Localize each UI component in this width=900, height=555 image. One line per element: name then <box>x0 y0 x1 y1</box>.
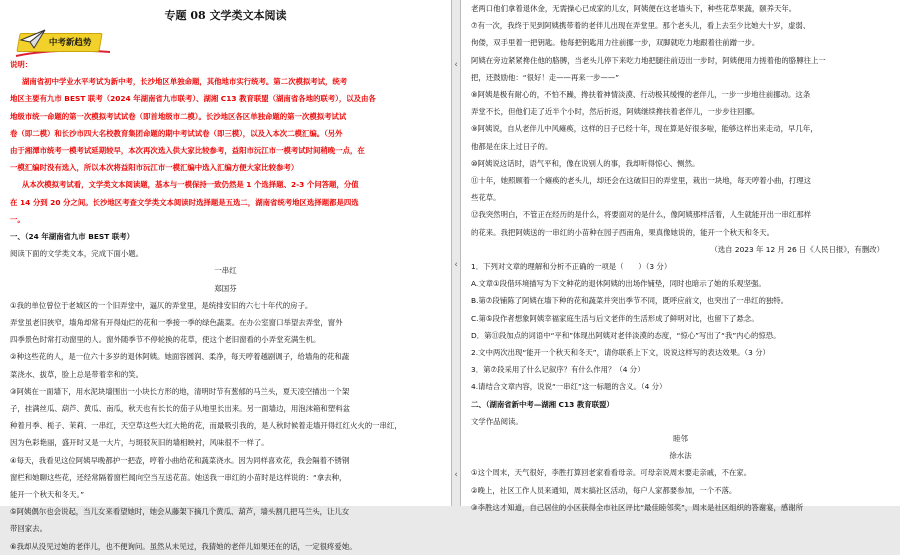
story-paragraph: ④每天，我看见这位阿姨早晚都护一把壶，哼着小曲给花和蔬菜浇水。因为同样喜欢花，我会隔着不锈钢 <box>10 455 350 465</box>
story-paragraph: 因为色彩艳丽，盛开时又是一大片，与斑驳灰旧的墙相映衬，风味很不一样了。 <box>10 438 269 448</box>
option-item: D．第⑪段加点的词语中“平和”体现出阿姨对老伴淡漠的态度，“惊心”写出了“我”内心的惊恐。 <box>471 330 781 340</box>
story-paragraph: 四季景色时常打动窗里的人。窗外随季节不停轮换的花草，使这个老旧窗看的小弄堂充满生机。 <box>10 335 321 345</box>
story-paragraph: ②晚上，社区工作人员来通知，周末搞社区活动，每户人家都要参加，一个不落。 <box>471 485 737 495</box>
story-paragraph: ③阿姨在一面墙下，用水泥块墙围出一小块长方形的地，清明时节有葱郁的马兰头，夏天凌空描出一个架 <box>10 386 350 396</box>
story-body <box>10 297 441 555</box>
notice-line: 卷（即二模）和长沙市四大名校教育集团命题的期中考试试卷（即三模），以及入本次二模汇编。（另外 <box>10 128 343 138</box>
story-paragraph: ①我的单位曾位于老城区的一个旧弄堂中，逼仄的弄堂里，是统排安旧的六七十年代的房子。 <box>10 300 313 310</box>
notice-line: 在 14 分到 20 分之间。长沙地区考查文学类文本阅读时选择题是五选二，湖南省统考地区选择题都是四选 <box>10 197 359 207</box>
instruction-text: 文学作品阅读。 <box>471 416 523 426</box>
collapse-marker[interactable]: ‹ <box>454 60 458 70</box>
story-paragraph: 窗栏和她聊这些花，还经常隔着窗栏闻向空当互送花苗。她送我一串红的小苗时是这样说的：“拿去种， <box>10 472 347 482</box>
story-paragraph: 带回家去。 <box>10 524 47 534</box>
story-paragraph: 老两口他们拿着退休金，无需操心已成家的儿女，阿姨便在这老墙头下，种些花草果蔬，颐养天年。 <box>471 4 797 13</box>
story-paragraph: ⑫我突然明白，不管正在经历的是什么，将要面对的是什么，像阿姨那样活着，人生就能开出一串红那样 <box>471 210 811 220</box>
story-paragraph: 把，还鼓励他：“很好！走——再来一步——” <box>471 72 620 82</box>
option-item: C.第⑤段作者想象阿姨幸福家庭生活与后文老伴的生活形成了鲜明对比，也留下了悬念。 <box>471 313 759 323</box>
right-page <box>460 0 900 512</box>
trend-badge-area <box>10 30 441 56</box>
notice-line: 从本次模拟考试看，文学类文本阅读题，基本与一模保持一致仍然是 1 个选择题、2-3 个问答题，分值 <box>22 180 359 190</box>
story-paragraph: 种着月季、栀子、茉莉、一串红，天空草这些大红大艳的花，而最吸引我的，是人秋时候着走墙开得红红火火的一串红， <box>10 421 402 431</box>
notice-line: 一模汇编时没有选入，所以本次将益阳市沅江市一模汇编中选入汇编方便大家比较参考） <box>10 163 299 173</box>
notice-label: 说明： <box>10 60 33 69</box>
story-paragraph: ③李胜这才知道，自己居住的小区获得全市社区评比“最佳睦邻奖”，周末是社区组织的答谢宴，感谢所 <box>471 502 804 512</box>
story-title: 睦邻 <box>673 434 688 444</box>
story-paragraph: ②种这些花的人，是一位六十多岁的退休阿姨。她面容圆润、柔净，每天哼着越剧调子，给墙角的花和蔬 <box>10 352 350 362</box>
section-heading: 一、（24 年湖南省九市 BEST 联考） <box>10 232 135 242</box>
story-paragraph: 弄堂虽老旧狭窄，墙角却常有开得灿烂的花和一季接一季的绿色蔬菜。在办公室窗口举望去弄堂，窗外 <box>10 318 343 328</box>
story-paragraph: ⑥我却从没见过她的老伴儿，也不便询问。虽然从未见过，我猜她的老伴儿如果还在的话，一定很疼爱她。 <box>10 541 357 551</box>
collapse-marker[interactable]: ‹ <box>454 470 458 480</box>
story-continuation <box>471 0 890 258</box>
question-item: 2.文中两次出现“能开一个秋天和冬天”，请你联系上下文，说说这样写的表达效果。（3 分） <box>471 348 770 358</box>
source-citation: （选自 2023 年 12 月 26 日《人民日报》，有删改） <box>710 244 884 254</box>
notice-line: 湖南省初中学业水平考试为新中考，长沙地区单独命题，其他地市实行统考。第二次模拟考试，统考 <box>22 77 348 87</box>
question-list <box>471 258 890 396</box>
paper-plane-icon <box>20 28 46 50</box>
story-paragraph: 能开一个秋天和冬天。” <box>10 490 85 500</box>
story-paragraph: 的花来。我把阿姨送的一串红的小苗种在园子西南角，果真像她说的，能开一个秋天和冬天。 <box>471 227 775 237</box>
story-paragraph: ⑤阿姨偶尔也会说起，当儿女来看望她时，她会从藤架下摘几个黄瓜、葫芦，墙头割几把马兰头，让儿女 <box>10 507 350 517</box>
notice-line: 由于湘潭市统考一模考试延期较早，本次再次选入供大家比较参考，益阳市沅江市一模考试时间稍晚一点，在 <box>10 146 365 156</box>
story-author: 郑国芬 <box>214 283 237 293</box>
story-paragraph: 菜浇水、拔草，脸上总是带着幸和的笑。 <box>10 369 144 379</box>
story-paragraph: 佝偻，双手里着一把钥匙。他每把钥匙用力往前挪一步，双脚就吃力地跟着往前蹭一步。 <box>471 38 760 48</box>
notice-line: 一。 <box>10 214 25 224</box>
story-paragraph: ⑧阿姨是极有耐心的，不怕不躁，搀扶着神情淡漠、行动极其缓慢的老伴儿，一步一步地往前挪动。这条 <box>471 90 811 100</box>
question-item: 3．第⑦段采用了什么记叙序？有什么作用？（4 分） <box>471 365 645 375</box>
story-paragraph: 些花草。 <box>471 193 501 203</box>
left-page <box>0 0 452 551</box>
story-paragraph: ⑦有一次，我终于见到阿姨携带着的老伴儿出现在弄堂里。那个老头儿，看上去至少比她大十岁，虚弱、 <box>471 21 811 31</box>
story-paragraph: ⑨阿姨说，自从老伴儿中风瘫痪，这样的日子已经十年，现在算是好很多啦，能够这样出来走动，早几年， <box>471 124 818 134</box>
question-item: 1．下列对文章的理解和分析不正确的一项是（ ）（3 分） <box>471 262 672 272</box>
question-item: 4.请结合文章内容，说说“一串红”这一标题的含义。（4 分） <box>471 382 667 392</box>
story-paragraph: 弄堂不长，但他们走了近半个小时，然后折返，阿姨继续搀扶着老伴儿，一步步往回挪。 <box>471 107 760 117</box>
section-heading: 二、（湖南省新中考—湖湘 C13 教育联盟） <box>471 399 614 409</box>
story-paragraph: 他都是在床上过日子的。 <box>471 141 553 151</box>
story-paragraph: ①这个周末，天气很好，李胜打算回老家看看母亲。可母亲说周末要走亲戚，不在家。 <box>471 468 752 478</box>
option-item: A.文章①段借环境描写为下文种花的退休阿姨的出场作铺垫，同时也暗示了她的乐观坚强。 <box>471 279 766 289</box>
story-paragraph: ⑩阿姨说这话时，语气平和，像在说别人的事，我却听得惊心、恻然。 <box>471 158 700 168</box>
story-paragraph: ⑪十年，她照顾着一个瘫痪的老头儿，却还会在这破旧日的弄堂里，栽出一块地，每天哼着小曲，打理这 <box>471 176 811 186</box>
document-title: 专题 08 文学类文本阅读 <box>164 9 287 22</box>
instruction-text: 阅读下面的文学类文本，完成下面小题。 <box>10 249 144 259</box>
story-author: 徐水法 <box>669 451 692 461</box>
trend-badge-label: 中考新趋势 <box>48 38 92 48</box>
notice-block <box>10 73 441 228</box>
notice-line: 地级市统一命题的第一次模拟考试试卷（即首地级市二模）。长沙地区各区单独命题的第一次模拟考试试 <box>10 111 347 121</box>
story-paragraph: 子，挂满丝瓜、葫芦、黄瓜、南瓜，秋天也有长长的茄子从地里长出来。另一面墙边，用泡沫箱和塑料盆 <box>10 404 350 414</box>
story-title: 一串红 <box>214 266 237 276</box>
story-paragraph: 阿姨在旁边紧紧搀住他的胳膊，当老头儿停下来吃力地把腿往前迈出一步时，阿姨便用力搓着他的胳膊往上一 <box>471 55 826 65</box>
collapse-marker[interactable]: ‹ <box>454 260 458 270</box>
option-item: B.第⑦段铺陈了阿姨在墙下种的花和蔬菜并突出季节不同，既呼应前文，也突出了一串红的独特。 <box>471 296 789 306</box>
notice-line: 地区主要有九市 BEST 联考（2024 年湖南省九市联考）、湖湘 C13 教育联盟（湖南省各地的联考），以及由各 <box>10 94 376 104</box>
